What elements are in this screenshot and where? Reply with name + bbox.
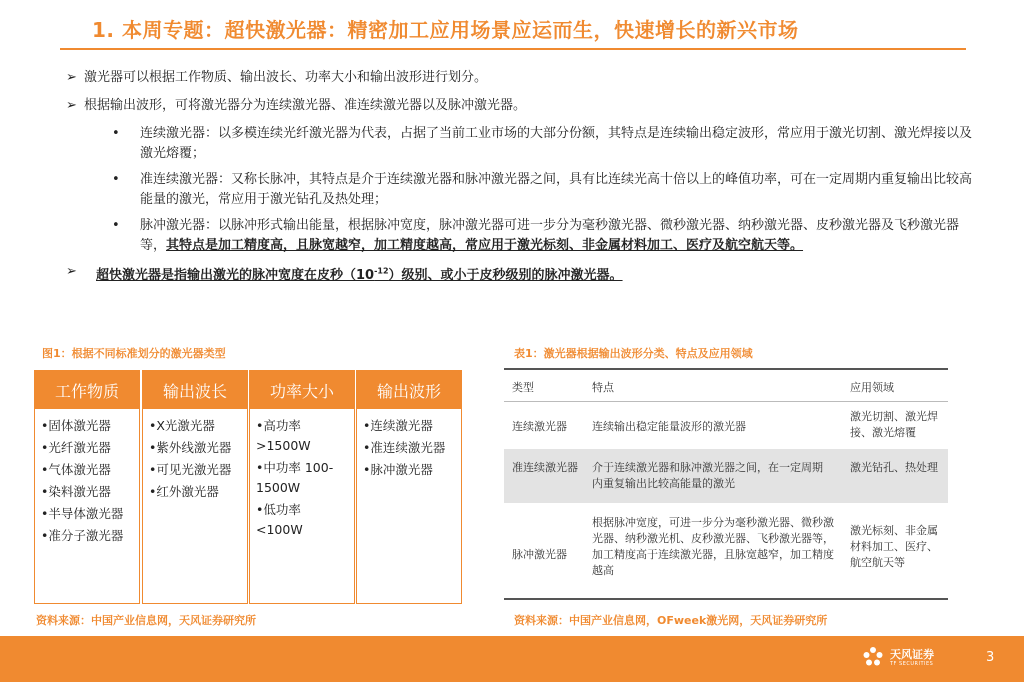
arrow-marker-icon: ➢ [66,70,77,85]
table-title: 表1：激光器根据输出波形分类、特点及应用领域 [514,347,753,360]
column-item: •连续激光器 [363,418,433,433]
sub-bullet-text: 准连续激光器：又称长脉冲，其特点是介于连续激光器和脉冲激光器之间，具有比连续光高十倍以上的峰值功率，可在一定周期内重复输出比较高能量的激光，常应用于激光钻孔及热处理； [140,172,973,207]
logo-subtext: TF SECURITIES [890,660,934,667]
category-column [356,370,462,604]
company-logo [862,646,934,668]
table-header-cell: 应用领域 [850,381,894,394]
table-bottom-rule [504,598,948,600]
flower-logo-icon [862,646,884,668]
column-body [357,409,461,480]
bullet-text: 根据输出波形，可将激光器分为连续激光器、准连续激光器以及脉冲激光器。 [84,98,527,113]
table-cell: 激光切割、激光焊接、激光熔覆 [850,410,938,439]
column-item: •红外激光器 [149,484,219,499]
bullet-text-emphasis: 超快激光器是指输出激光的脉冲宽度在皮秒$(10^{-12})$级别、或小于皮秒级别的脉冲激光器。 [96,267,623,284]
column-body [35,409,139,546]
column-body [250,409,354,540]
figure-title: 图1：根据不同标准划分的激光器类型 [42,347,226,360]
table-cell: 激光标刻、非金属材料加工、医疗、航空航天等 [850,524,938,569]
table-cell: 准连续激光器 [512,461,578,474]
table-row [504,506,948,596]
table-row [504,449,948,503]
column-header: 功率大小 [250,371,354,409]
bullet-dot-icon: • [112,218,120,233]
page-number: 3 [986,650,995,665]
logo-text: 天风证券 [890,647,934,661]
column-item: •高功率 >1500W [256,418,311,453]
bullet-item [66,96,972,116]
table-row [504,402,948,448]
sub-bullet-text: 连续激光器：以多模连续光纤激光器为代表，占据了当前工业市场的大部分份额，其特点是连续输出稳定波形，常应用于激光切割、激光焊接以及激光熔覆； [140,126,973,161]
column-body [143,409,247,502]
column-item: •脉冲激光器 [363,462,433,477]
bullet-dot-icon: • [112,126,120,141]
column-item: •光纤激光器 [41,440,111,455]
column-item: •气体激光器 [41,462,111,477]
arrow-marker-icon: ➢ [66,98,77,113]
table-top-rule [504,368,948,370]
column-header: 工作物质 [35,371,139,409]
sub-bullet-item [66,216,972,256]
column-item: •紫外线激光器 [149,440,232,455]
title-divider [60,48,966,50]
bullet-dot-icon: • [112,172,120,187]
table-cell: 介于连续激光器和脉冲激光器之间，在一定周期内重复输出比较高能量的激光 [592,461,823,490]
table-cell: 根据脉冲宽度，可进一步分为毫秒激光器、微秒激光器、纳秒激光机、皮秒激光器、飞秒激光器等，加工精度高于连续激光器，且脉宽越窄，加工精度越高 [592,516,834,577]
table-source: 资料来源：中国产业信息网，OFweek激光网，天风证券研究所 [514,614,828,627]
table-cell: 脉冲激光器 [512,548,567,561]
sub-bullet-emphasis: 其特点是加工精度高，且脉宽越窄，加工精度越高，常应用于激光标刻、非金属材料加工、医疗及航空航天等。 [166,238,804,253]
category-column [142,370,248,604]
column-item: •低功率 <100W [256,502,303,537]
bullet-list [66,68,972,294]
category-column [34,370,140,604]
logo-text-group [890,648,934,667]
category-column [249,370,355,604]
column-item: •中功率 100-1500W [256,460,334,495]
table-header-row [504,372,948,400]
bullet-text: 激光器可以根据工作物质、输出波长、功率大小和输出波形进行划分。 [84,70,488,85]
column-item: •准连续激光器 [363,440,446,455]
table-header-cell: 类型 [512,381,534,394]
figure-source: 资料来源：中国产业信息网，天风证券研究所 [36,614,256,627]
page-title: 1. 本周专题：超快激光器：精密加工应用场景应运而生，快速增长的新兴市场 [92,18,799,42]
column-header: 输出波长 [143,371,247,409]
column-item: •准分子激光器 [41,528,124,543]
column-item: •半导体激光器 [41,506,124,521]
sub-bullet-item [66,124,972,164]
sub-bullet-item [66,170,972,210]
arrow-marker-icon: ➢ [66,264,77,279]
table-cell: 连续激光器 [512,420,567,433]
column-item: •X光激光器 [149,418,215,433]
bullet-item [66,262,972,286]
column-item: •可见光激光器 [149,462,232,477]
table-cell: 连续输出稳定能量波形的激光器 [592,420,746,433]
sub-bullet-text: 脉冲激光器：以脉冲形式输出能量，根据脉冲宽度，脉冲激光器可进一步分为毫秒激光器、微秒激光器、纳秒激光器、皮秒激光器及飞秒激光器等， [140,218,960,253]
bullet-item [66,68,972,88]
table-cell: 激光钻孔、热处理 [850,461,938,474]
column-item: •染料激光器 [41,484,111,499]
column-header: 输出波形 [357,371,461,409]
column-item: •固体激光器 [41,418,111,433]
table-header-cell: 特点 [592,381,614,394]
